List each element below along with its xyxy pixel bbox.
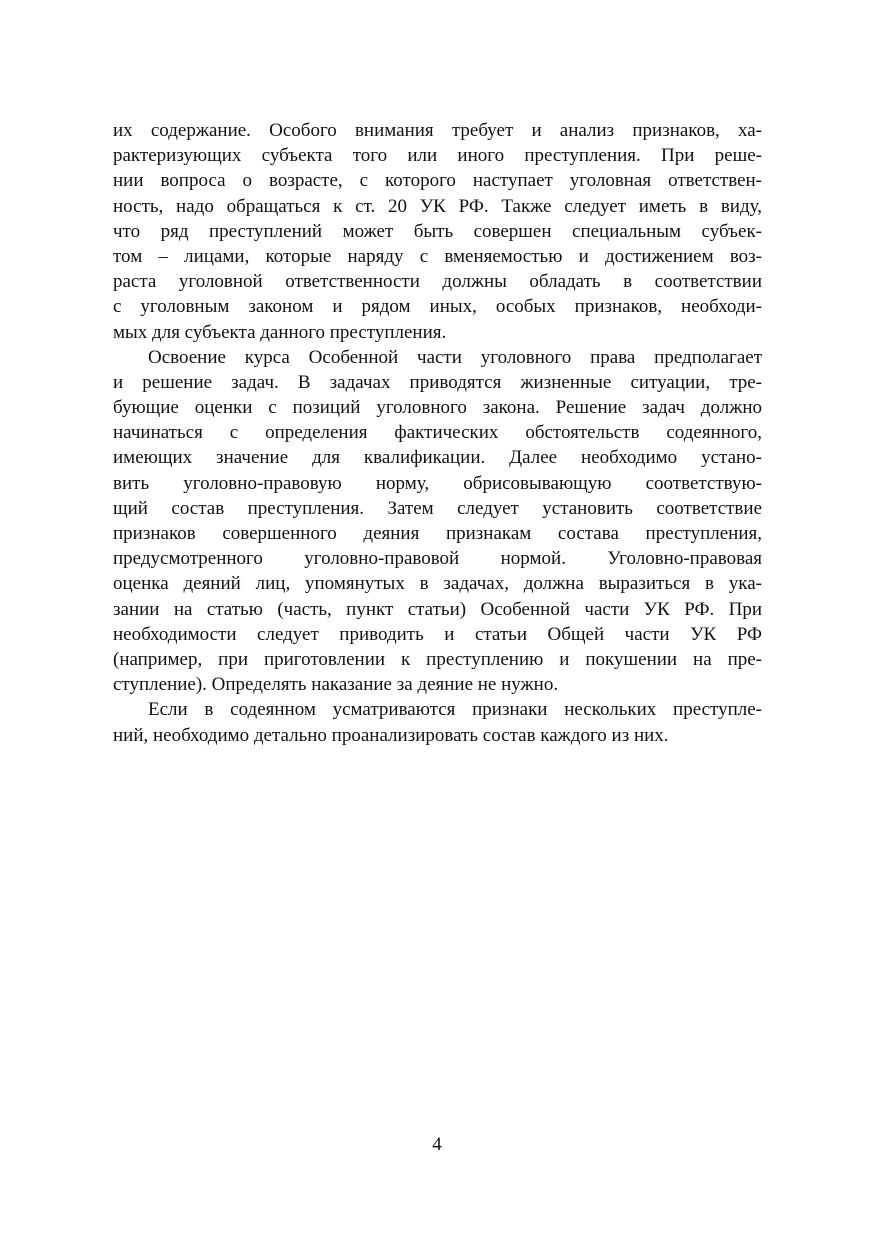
text-line: Освоение курса Особенной части уголовного права предполагает <box>148 346 762 368</box>
text-line: мых для субъекта данного преступления. <box>113 321 447 343</box>
text-line: оценка деяний лиц, упомянутых в задачах, должна выразиться в ука- <box>113 573 762 595</box>
text-line: что ряд преступлений может быть совершен специальным субъек- <box>113 220 762 242</box>
paragraph-1 <box>113 118 762 345</box>
text-line: том – лицами, которые наряду с вменяемостью и достижением воз- <box>113 245 762 267</box>
text-line: бующие оценки с позиций уголовного закона. Решение задач должно <box>113 397 762 419</box>
text-line: ний, необходимо детально проанализировать состав каждого из них. <box>113 724 669 746</box>
text-line: (например, при приготовлении к преступлению и покушении на пре- <box>113 648 762 670</box>
text-line: рактеризующих субъекта того или иного преступления. При реше- <box>113 145 762 167</box>
text-line: предусмотренного уголовно-правовой нормой. Уголовно-правовая <box>113 548 762 570</box>
paragraph-3 <box>113 697 762 747</box>
text-line: их содержание. Особого внимания требует и анализ признаков, ха- <box>113 120 762 141</box>
text-line: вить уголовно-правовую норму, обрисовывающую соответствую- <box>113 472 762 494</box>
paragraph-2 <box>113 345 762 698</box>
text-line: зании на статью (часть, пункт статьи) Особенной части УК РФ. При <box>113 598 762 620</box>
text-line: начинаться с определения фактических обстоятельств содеянного, <box>113 422 762 444</box>
text-line: с уголовным законом и рядом иных, особых признаков, необходи- <box>113 296 762 318</box>
page-number: 4 <box>432 1134 442 1155</box>
text-line: необходимости следует приводить и статьи Общей части УК РФ <box>113 623 762 645</box>
body-text <box>113 118 762 748</box>
text-line: Если в содеянном усматриваются признаки нескольких преступле- <box>148 699 762 721</box>
text-line: ность, надо обращаться к ст. 20 УК РФ. Также следует иметь в виду, <box>113 195 762 217</box>
text-line: и решение задач. В задачах приводятся жизненные ситуации, тре- <box>113 371 762 393</box>
text-line: щий состав преступления. Затем следует установить соответствие <box>113 497 762 519</box>
text-line: признаков совершенного деяния признакам состава преступления, <box>113 523 762 544</box>
text-line: имеющих значение для квалификации. Далее необходимо устано- <box>113 447 762 469</box>
text-line: раста уголовной ответственности должны обладать в соответствии <box>113 271 762 293</box>
text-line: нии вопроса о возрасте, с которого наступает уголовная ответствен- <box>113 170 762 192</box>
text-line: ступление). Определять наказание за деяние не нужно. <box>113 674 559 696</box>
